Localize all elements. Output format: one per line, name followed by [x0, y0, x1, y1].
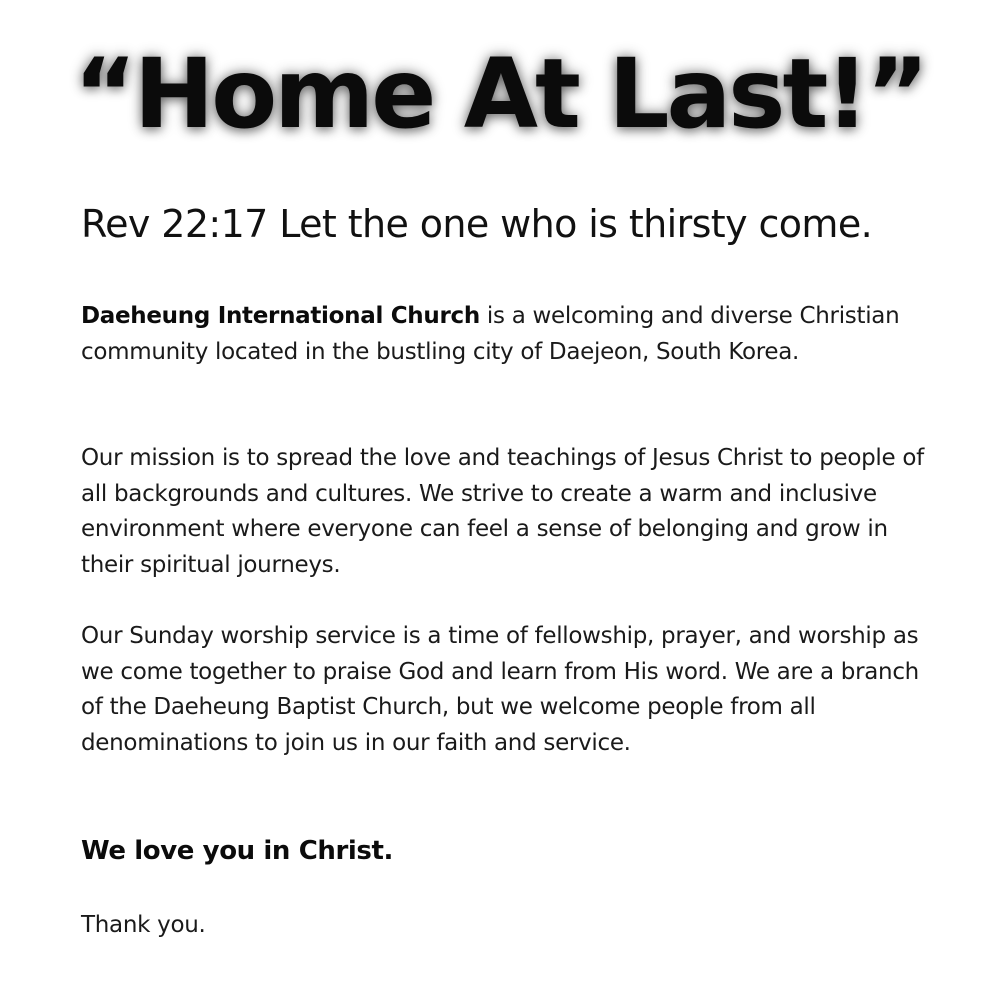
mission-paragraph: Our mission is to spread the love and teachings of Jesus Christ to people of all backgrounds and cultures. We strive to create a warm and inclusive environment where everyone can feel a sense of belonging and grow in their spiritual journeys.: [81, 445, 924, 578]
worship-paragraph: Our Sunday worship service is a time of fellowship, prayer, and worship as we come together to praise God and learn from His word. We are a branch of the Daeheung Baptist Church, but we welcome people from all denominations to join us in our faith and service.: [81, 623, 919, 756]
thank-you-text: Thank you.: [81, 912, 206, 938]
church-name: Daeheung International Church: [81, 303, 480, 329]
page-title: “Home At Last!”: [73, 38, 927, 150]
intro-text: is a welcoming and diverse Christian community located in the bustling city of Daejeon, South Korea.: [81, 303, 900, 365]
bible-verse: Rev 22:17 Let the one who is thirsty come.: [81, 202, 873, 246]
closing-statement: We love you in Christ.: [81, 836, 393, 866]
intro-paragraph: [81, 299, 941, 370]
